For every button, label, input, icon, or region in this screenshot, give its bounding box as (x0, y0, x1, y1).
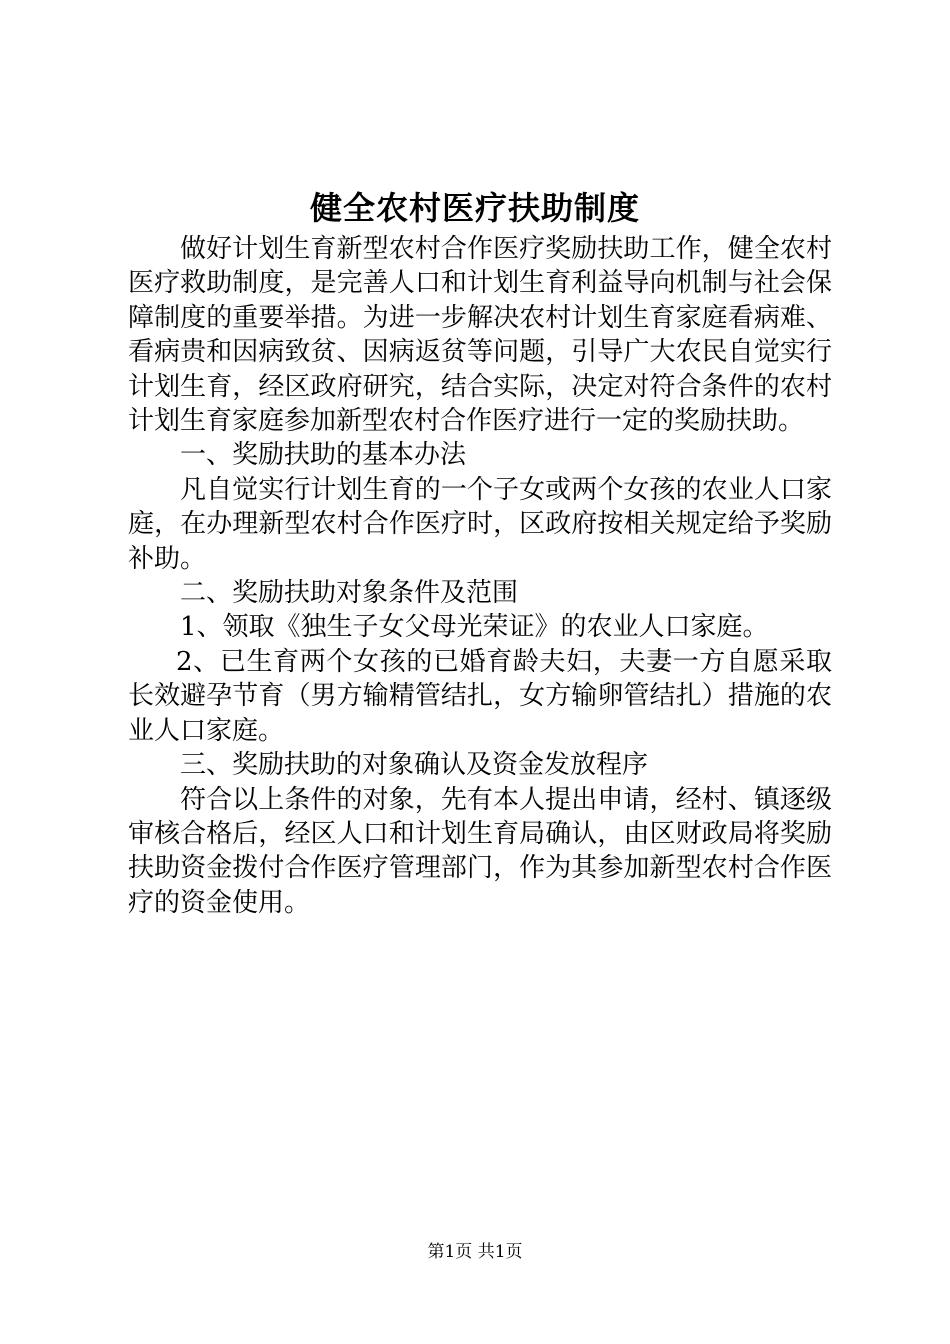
list-item-2: 2、已生育两个女孩的已婚育龄夫妇，夫妻一方自愿采取长效避孕节育（男方输精管结扎，女方输卵管结扎）措施的农业人口家庭。 (128, 646, 832, 746)
paragraph-intro: 做好计划生育新型农村合作医疗奖励扶助工作，健全农村医疗救助制度，是完善人口和计划生育利益导向机制与社会保障制度的重要举措。为进一步解决农村计划生育家庭看病难、看病贵和因病致贫、因病返贫等问题，引导广大农民自觉实行计划生育，经区政府研究，结合实际，决定对符合条件的农村计划生育家庭参加新型农村合作医疗进行一定的奖励扶助。 (128, 234, 832, 437)
section-heading-2: 二、奖励扶助对象条件及范围 (180, 578, 519, 609)
paragraph-section-3: 符合以上条件的对象，先有本人提出申请，经村、镇逐级审核合格后，经区人口和计划生育局确认，由区财政局将奖励扶助资金拨付合作医疗管理部门，作为其参加新型农村合作医疗的资金使用。 (128, 784, 832, 918)
document-title: 健全农村医疗扶助制度 (309, 189, 640, 227)
list-item-1: 1、领取《独生子女父母光荣证》的农业人口家庭。 (180, 612, 769, 643)
section-heading-3: 三、奖励扶助的对象确认及资金发放程序 (180, 750, 649, 781)
document-body (128, 232, 832, 920)
section-heading-1: 一、奖励扶助的基本办法 (180, 440, 467, 471)
paragraph-section-1: 凡自觉实行计划生育的一个子女或两个女孩的农业人口家庭，在办理新型农村合作医疗时，区政府按相关规定给予奖励补助。 (128, 474, 832, 574)
page-number-footer: 第1页 共1页 (427, 1242, 523, 1262)
